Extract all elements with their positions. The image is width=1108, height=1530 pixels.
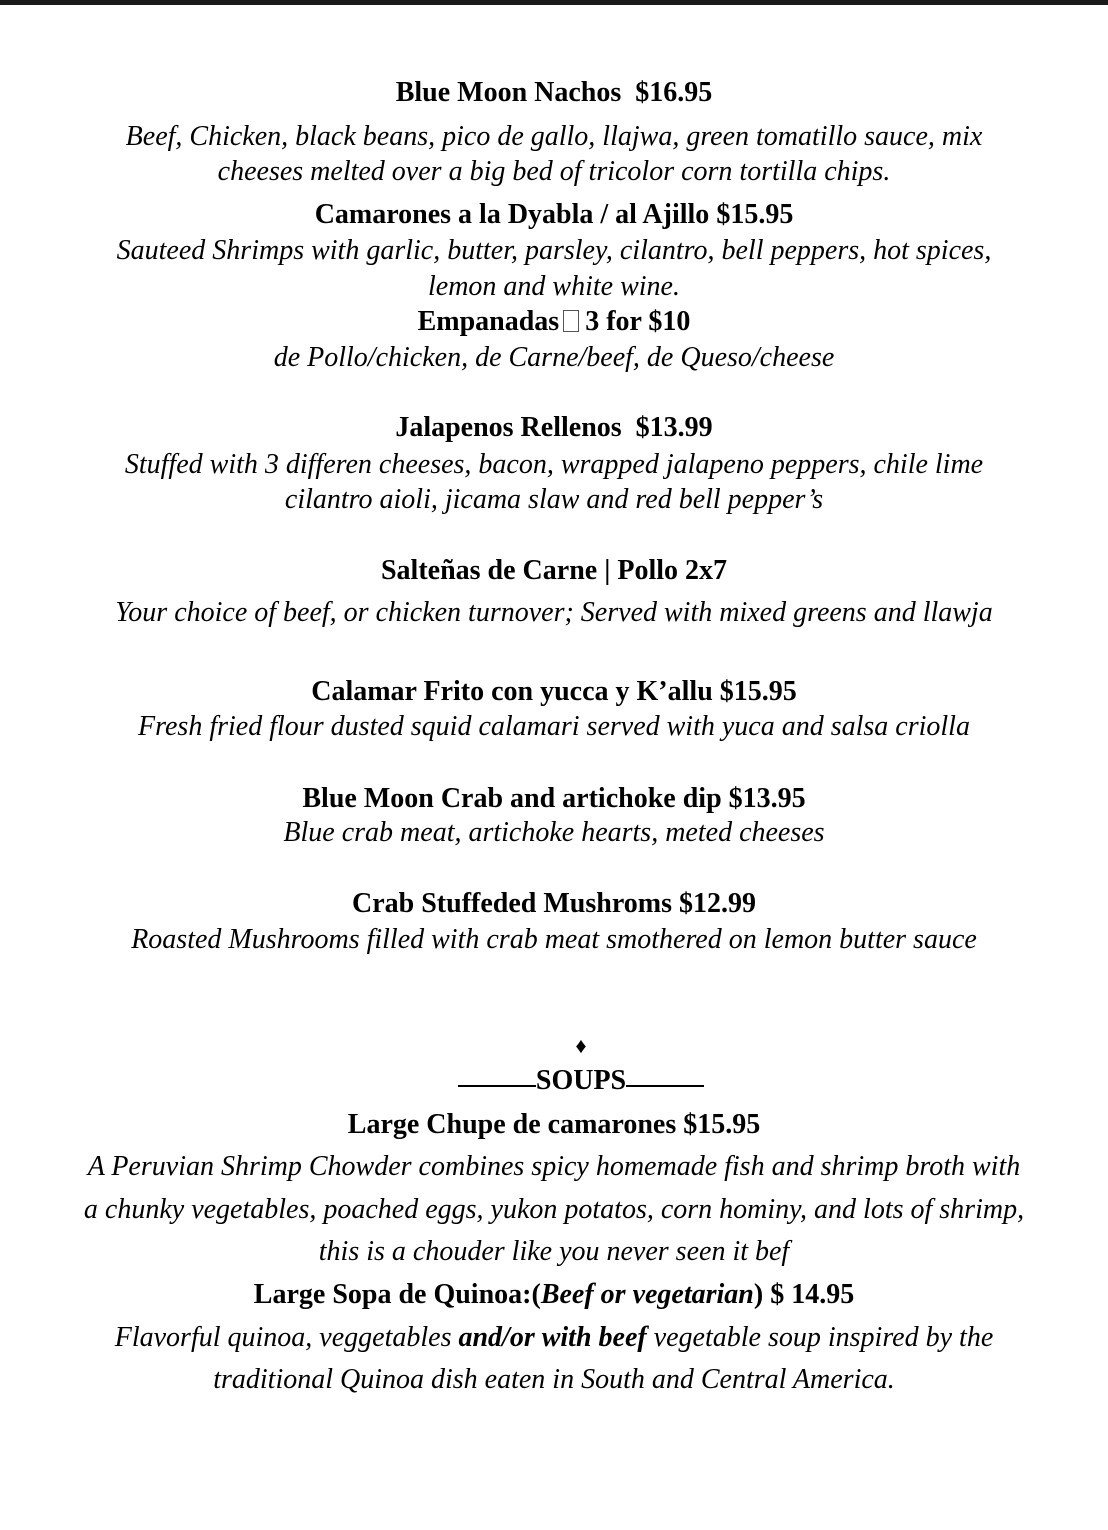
desc-text: vegetable soup inspired by the [646, 1322, 994, 1353]
item-price: 3 for $10 [585, 306, 691, 337]
item-name: Large Chupe de camarones [347, 1109, 677, 1140]
item-name: Empanadas [417, 306, 560, 337]
item-price: $13.99 [635, 412, 713, 443]
item-price: $15.95 [683, 1109, 761, 1140]
item-description: a chunky vegetables, poached eggs, yukon potatos, corn hominy, and lots of shrimp, [83, 1194, 1025, 1225]
item-description: lemon and white wine. [428, 271, 680, 302]
item-price: $ 14.95 [770, 1279, 855, 1310]
item-name-option: Beef or vegetarian [540, 1279, 754, 1310]
item-description: traditional Quinoa dish eaten in South and Central America. [213, 1364, 895, 1395]
item-description: this is a chouder like you never seen it bef [318, 1236, 790, 1267]
item-title-camarones [0, 198, 1108, 232]
item-name: Salteñas de Carne | Pollo 2x7 [380, 555, 728, 586]
item-name: Jalapenos Rellenos [395, 412, 622, 443]
item-description: Roasted Mushrooms filled with crab meat smothered on lemon butter sauce [131, 924, 977, 955]
diamond-divider-icon: ♦ [575, 1033, 587, 1058]
item-title-crab-dip [0, 782, 1108, 816]
item-price: $15.95 [716, 199, 794, 230]
item-description: Blue crab meat, artichoke hearts, meted cheeses [283, 817, 825, 848]
missing-glyph-box [563, 310, 579, 332]
item-name: Camarones a la Dyabla / al Ajillo [314, 199, 710, 230]
item-description: Sauteed Shrimps with garlic, butter, parsley, cilantro, bell peppers, hot spices, [116, 235, 992, 266]
soups-heading-label: SOUPS [535, 1065, 627, 1096]
item-name: Blue Moon Nachos [395, 77, 622, 108]
item-name-prefix: Large Sopa de Quinoa:( [253, 1279, 541, 1310]
item-description [0, 1317, 1108, 1359]
heading-underline-right [626, 1085, 704, 1087]
item-title-chupe [0, 1108, 1108, 1142]
item-name: Blue Moon Crab and artichoke dip [302, 783, 722, 814]
item-price: $16.95 [635, 77, 713, 108]
item-name: Calamar Frito con yucca y K’allu [311, 676, 713, 707]
item-name: Crab Stuffeded Mushroms [352, 888, 672, 919]
item-title-nachos [0, 76, 1108, 110]
item-title-quinoa [0, 1278, 1108, 1312]
item-description: Beef, Chicken, black beans, pico de gallo, llajwa, green tomatillo sauce, mix [125, 121, 983, 152]
heading-underline-left [458, 1085, 536, 1087]
item-name-suffix: ) [753, 1279, 764, 1310]
item-description: Fresh fried flour dusted squid calamari served with yuca and salsa criolla [138, 711, 970, 742]
item-title-calamar [0, 675, 1108, 709]
item-title-jalapenos [0, 411, 1108, 445]
item-description: cilantro aioli, jicama slaw and red bell pepper’s [284, 484, 824, 515]
item-title-saltenas [0, 554, 1108, 588]
item-description: de Pollo/chicken, de Carne/beef, de Queso/cheese [273, 342, 835, 373]
item-description: A Peruvian Shrimp Chowder combines spicy homemade fish and shrimp broth with [87, 1151, 1021, 1182]
item-price: $13.95 [728, 783, 806, 814]
item-price: $15.95 [719, 676, 797, 707]
item-price: $12.99 [678, 888, 756, 919]
item-title-empanadas [0, 305, 1108, 339]
desc-emphasis: and/or with beef [458, 1322, 647, 1353]
desc-text: Flavorful quinoa, veggetables [114, 1322, 459, 1353]
item-title-mushrooms [0, 887, 1108, 921]
soups-heading [27, 1064, 1108, 1098]
item-description: Your choice of beef, or chicken turnover; Served with mixed greens and llawja [115, 597, 993, 628]
item-description: Stuffed with 3 differen cheeses, bacon, wrapped jalapeno peppers, chile lime [124, 449, 984, 480]
top-border [0, 0, 1108, 5]
item-description: cheeses melted over a big bed of tricolor corn tortilla chips. [217, 156, 891, 187]
